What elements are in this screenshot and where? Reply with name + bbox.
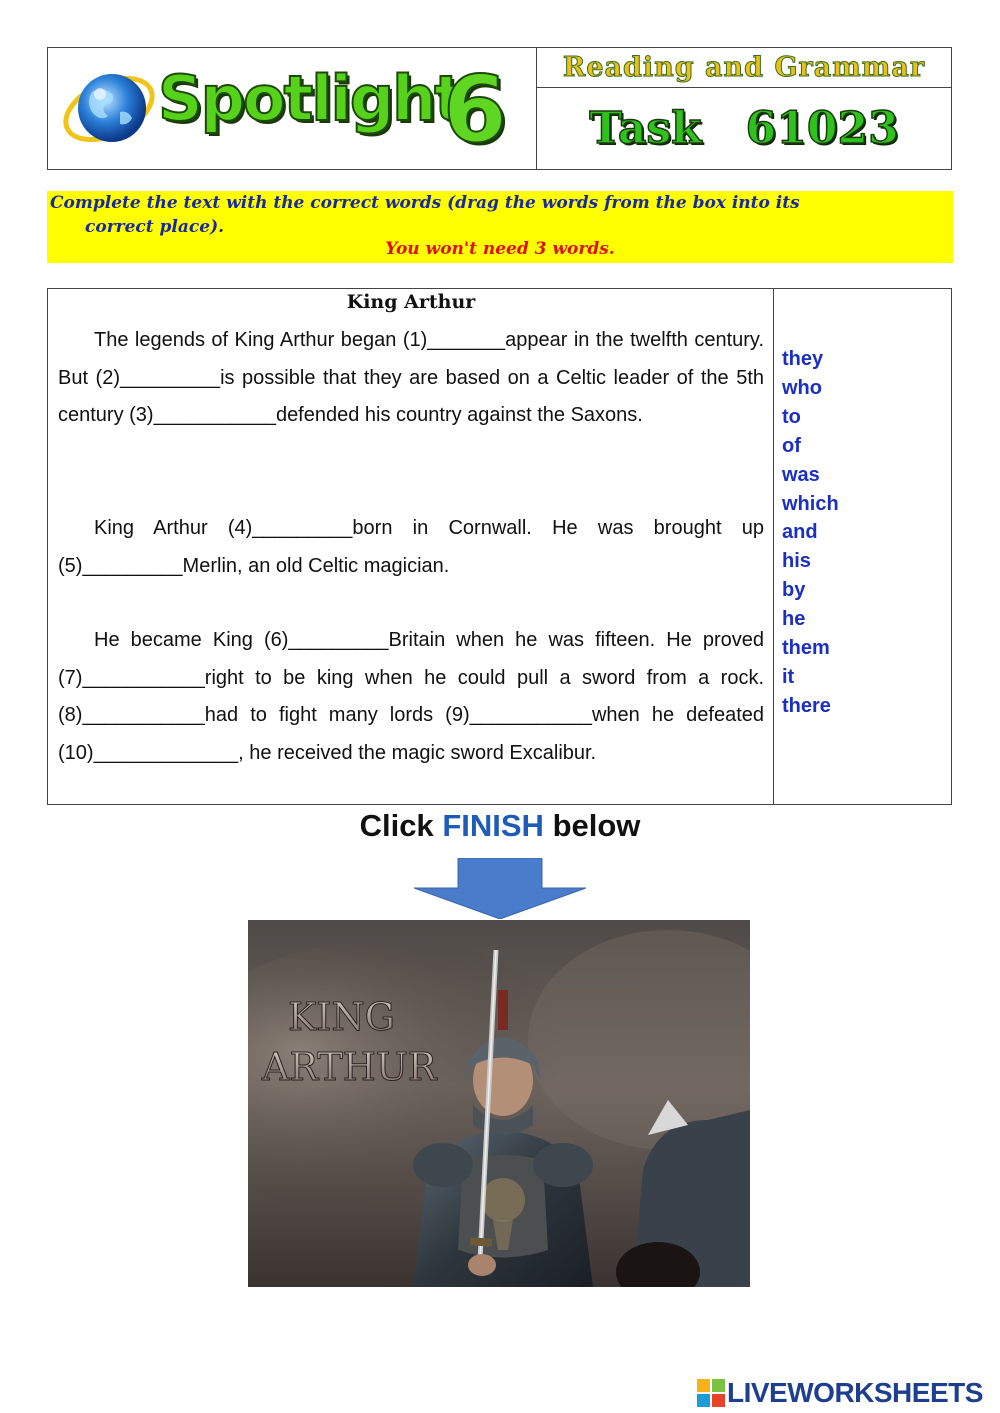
instruction-box [47, 191, 953, 263]
draggable-word[interactable]: to [782, 405, 801, 428]
section-row [537, 48, 951, 88]
story-paragraph-3: He became King (6)_________Britain when he was fifteen. He proved (7)___________right to be king when he could pull a sword from a rock. (8)___________had to fight many lords (9)___________when he defeated (10)_____________, he received the magic sword Excalibur. [58, 629, 764, 764]
arrow-down-icon [414, 858, 586, 919]
task-row [537, 88, 951, 169]
finish-suffix: below [552, 808, 641, 843]
finish-highlight: FINISH [442, 808, 544, 843]
task-label: Task [589, 103, 702, 154]
draggable-word[interactable]: by [782, 579, 806, 602]
worksheet-header [47, 47, 952, 170]
draggable-word[interactable]: he [782, 608, 806, 631]
exercise-table [47, 288, 952, 805]
story-title: King Arthur [346, 291, 476, 313]
finish-instruction [0, 808, 1000, 844]
story-paragraph-2: King Arthur (4)_________born in Cornwall. He was brought up (5)_________Merlin, an old Celtic magician. [58, 517, 764, 577]
word-box [774, 289, 951, 804]
liveworksheets-logo[interactable] [697, 1377, 983, 1409]
story-cell [48, 289, 774, 804]
draggable-word[interactable]: it [782, 665, 795, 688]
draggable-word[interactable]: there [782, 694, 831, 717]
draggable-word[interactable]: his [782, 550, 811, 573]
draggable-word[interactable]: of [782, 434, 801, 457]
task-number: 61023 [745, 103, 899, 154]
draggable-word[interactable]: they [782, 348, 824, 370]
globe-icon [60, 62, 158, 154]
draggable-word[interactable]: who [782, 376, 822, 399]
liveworksheets-icon [697, 1379, 725, 1407]
finish-prefix: Click [359, 808, 434, 843]
draggable-word[interactable]: was [782, 463, 820, 486]
footer-brand: LIVEWORKSHEETS [727, 1377, 983, 1408]
draggable-word[interactable]: and [782, 521, 818, 544]
section-title: Reading and Grammar [562, 52, 926, 83]
draggable-word[interactable]: them [782, 637, 830, 660]
story-paragraph-1: The legends of King Arthur began (1)_______appear in the twelfth century. But (2)_________is possible that they are based on a Celtic leader of the 5th century (3)___________defended his country against the Saxons. [58, 329, 764, 426]
instruction-note: You won't need 3 words. [385, 239, 615, 259]
draggable-word[interactable]: which [782, 492, 839, 515]
word-list [782, 345, 839, 721]
king-arthur-poster [248, 920, 750, 1287]
spotlight-logo [48, 48, 537, 169]
grade-number: 6 [443, 56, 508, 163]
poster-title-line-2: ARTHUR [262, 1045, 437, 1089]
instruction-line-2: correct place). [85, 217, 225, 237]
poster-title-line-1: KING [288, 995, 396, 1039]
instruction-line-1: Complete the text with the correct words (drag the words from the box into its [50, 193, 800, 213]
task-info [537, 48, 951, 169]
brand-name: Spotlight [158, 62, 462, 135]
poster-illustration [248, 920, 750, 1287]
